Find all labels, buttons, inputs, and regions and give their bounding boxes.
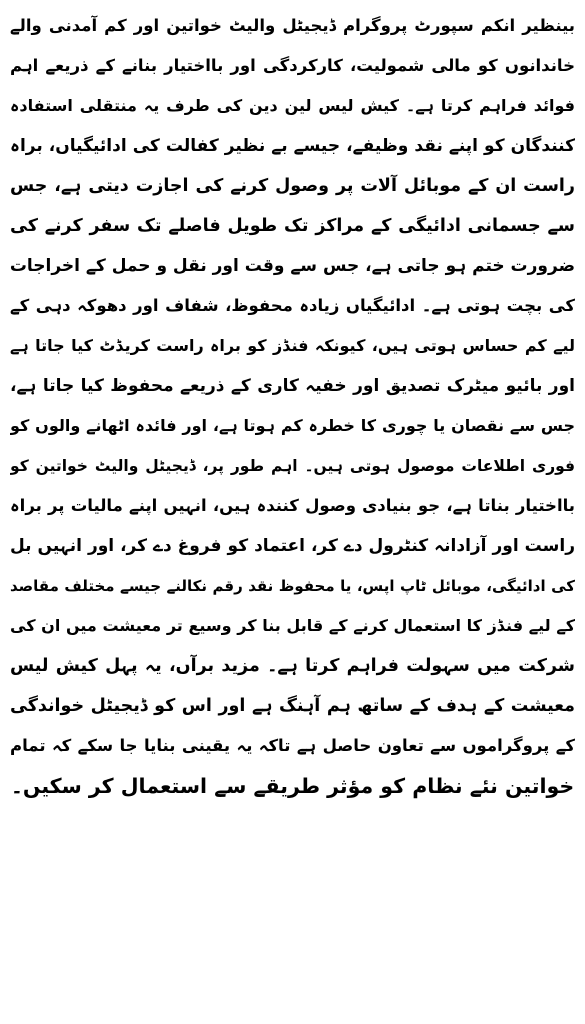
text-line: معیشت کے ہدف کے ساتھ ہم آہنگ ہے اور اس کو ڈیجیٹل خواندگی bbox=[10, 696, 575, 716]
text-line: کے پروگراموں سے تعاون حاصل ہے تاکہ یہ یقینی بنایا جا سکے کہ تمام bbox=[10, 736, 575, 755]
text-line: کی بچت ہوتی ہے۔ ادائیگیاں زیادہ محفوظ، شفاف اور دھوکہ دہی کے bbox=[10, 296, 575, 315]
text-line: خاندانوں کو مالی شمولیت، کارکردگی اور بااختیار بنانے کے ذریعے اہم bbox=[10, 56, 575, 75]
text-line-last: خواتین نئے نظام کو مؤثر طریقے سے استعمال کر سکیں۔ bbox=[10, 774, 575, 798]
urdu-paragraph bbox=[10, 6, 575, 806]
text-line: بااختیار بناتا ہے، جو بنیادی وصول کنندہ ہیں، انہیں اپنے مالیات پر براہ bbox=[10, 496, 575, 515]
text-line: راست اور آزادانہ کنٹرول دے کر، اعتماد کو فروغ دے کر، اور انہیں بل bbox=[10, 536, 575, 556]
text-line: بینظیر انکم سپورٹ پروگرام ڈیجیٹل والیٹ خواتین اور کم آمدنی والے bbox=[10, 16, 575, 35]
text-line: لیے کم حساس ہوتی ہیں، کیونکہ فنڈز کو براہ راست کریڈٹ کیا جاتا ہے bbox=[10, 336, 575, 355]
text-line: اور بائیو میٹرک تصدیق اور خفیہ کاری کے ذریعے محفوظ کیا جاتا ہے، bbox=[10, 376, 575, 396]
text-line: شرکت میں سہولت فراہم کرتا ہے۔ مزید برآں، یہ پہل کیش لیس bbox=[10, 656, 575, 676]
text-line: کی ادائیگی، موبائل ٹاپ اپس، یا محفوظ نقد رقم نکالنے جیسے مختلف مقاصد bbox=[10, 577, 575, 595]
text-line: فوائد فراہم کرتا ہے۔ کیش لیس لین دین کی طرف یہ منتقلی استفادہ bbox=[10, 96, 575, 115]
text-line: جس سے نقصان یا چوری کا خطرہ کم ہوتا ہے، اور فائدہ اٹھانے والوں کو bbox=[10, 416, 575, 435]
text-line: کے لیے فنڈز کا استعمال کرنے کے قابل بنا کر وسیع تر معیشت میں ان کی bbox=[10, 616, 575, 635]
text-line: راست ان کے موبائل آلات پر وصول کرنے کی اجازت دیتی ہے، جس bbox=[10, 176, 575, 196]
text-line: کنندگان کو اپنے نقد وظیفے، جیسے بے نظیر کفالت کی ادائیگیاں، براہ bbox=[10, 136, 575, 156]
text-line: فوری اطلاعات موصول ہوتی ہیں۔ اہم طور پر، ڈیجیٹل والیٹ خواتین کو bbox=[10, 457, 575, 475]
text-line: ضرورت ختم ہو جاتی ہے، جس سے وقت اور نقل و حمل کے اخراجات bbox=[10, 256, 575, 276]
text-line: سے جسمانی ادائیگی کے مراکز تک طویل فاصلے تک سفر کرنے کی bbox=[10, 216, 575, 236]
